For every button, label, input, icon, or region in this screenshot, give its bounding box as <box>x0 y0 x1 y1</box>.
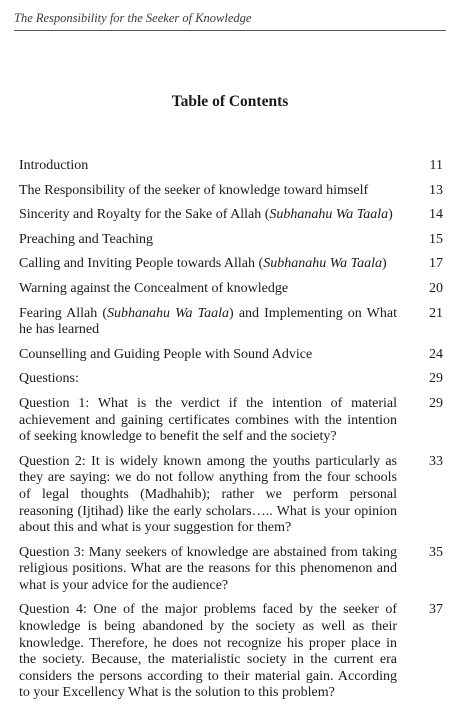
toc-entry-label: Question 2: It is widely known among the youths particularly as they are saying: we do not follow anything from the four schools of legal thoughts (Madhahib); rather we perform personal reasoning (Ijtihad) like the early scholars….. What is your opinion about this and what is your suggestion for them? <box>19 453 397 536</box>
toc-list <box>19 158 443 709</box>
toc-entry-page: 29 <box>429 395 443 411</box>
toc-entry-label: Warning against the Concealment of knowledge <box>19 280 289 296</box>
toc-entry-label: Calling and Inviting People towards Allah (Subhanahu Wa Taala) <box>19 256 387 272</box>
toc-entry-page: 11 <box>429 158 443 173</box>
toc-entry-preaching[interactable] <box>19 232 443 249</box>
toc-entry-introduction[interactable] <box>19 158 443 175</box>
toc-entry-label: Question 4: One of the major problems faced by the seeker of knowledge is being abandoned by the society as well as their knowledge. Therefore, he does not recognize his proper place in the society. Because, the materialistic society in the current era considers the persons according to their material gain. According to your Excellency What is the solution to this problem? <box>19 602 397 701</box>
toc-entry-calling[interactable] <box>19 256 443 273</box>
toc-entry-sincerity[interactable] <box>19 207 443 224</box>
toc-entry-label: The Responsibility of the seeker of knowledge toward himself <box>19 182 369 198</box>
toc-entry-warning[interactable] <box>19 281 443 298</box>
toc-entry-page: 24 <box>429 346 443 362</box>
toc-entry-page: 14 <box>429 207 443 223</box>
toc-entry-counselling[interactable] <box>19 347 443 364</box>
running-header: The Responsibility for the Seeker of Knowledge <box>14 11 252 25</box>
toc-entry-label: Fearing Allah (Subhanahu Wa Taala) and Implementing on What he has learned <box>19 305 397 338</box>
toc-entry-page: 15 <box>429 231 443 247</box>
toc-entry-page: 37 <box>429 602 443 618</box>
honorific-italic: Subhanahu Wa Taala <box>107 305 230 321</box>
toc-entry-label: Counselling and Guiding People with Sound Advice <box>19 346 313 362</box>
toc-entry-page: 35 <box>429 544 443 560</box>
honorific-italic: Subhanahu Wa Taala <box>263 256 382 272</box>
toc-entry-question-3[interactable] <box>19 545 443 595</box>
toc-entry-page: 33 <box>429 453 443 469</box>
honorific-italic: Subhanahu Wa Taala <box>269 207 389 223</box>
toc-entry-label: Sincerity and Royalty for the Sake of Allah (Subhanahu Wa Taala) <box>19 207 393 223</box>
toc-entry-page: 17 <box>429 256 443 272</box>
toc-entry-page: 21 <box>429 305 443 321</box>
toc-entry-page: 20 <box>429 280 443 296</box>
toc-entry-page: 29 <box>429 371 443 387</box>
toc-entry-label: Introduction <box>19 158 89 173</box>
toc-entry-label: Question 3: Many seekers of knowledge are abstained from taking religious positions. What are the reasons for this phenomenon and what is your advice for the audience? <box>19 544 397 593</box>
toc-entry-label: Preaching and Teaching <box>19 231 154 247</box>
toc-entry-question-2[interactable] <box>19 454 443 537</box>
toc-entry-label: Question 1: What is the verdict if the intention of material achievement and gaining certificates combines with the intention of seeking knowledge to benefit the self and the society? <box>19 395 397 445</box>
toc-entry-responsibility[interactable] <box>19 183 443 200</box>
toc-entry-page: 13 <box>429 182 443 198</box>
toc-entry-question-4[interactable] <box>19 602 443 702</box>
toc-title: Table of Contents <box>171 93 289 110</box>
toc-entry-question-1[interactable] <box>19 396 443 446</box>
header-rule <box>14 30 446 31</box>
toc-entry-label: Questions: <box>19 371 79 387</box>
toc-entry-fearing-allah[interactable] <box>19 306 443 339</box>
toc-entry-questions[interactable] <box>19 371 443 388</box>
